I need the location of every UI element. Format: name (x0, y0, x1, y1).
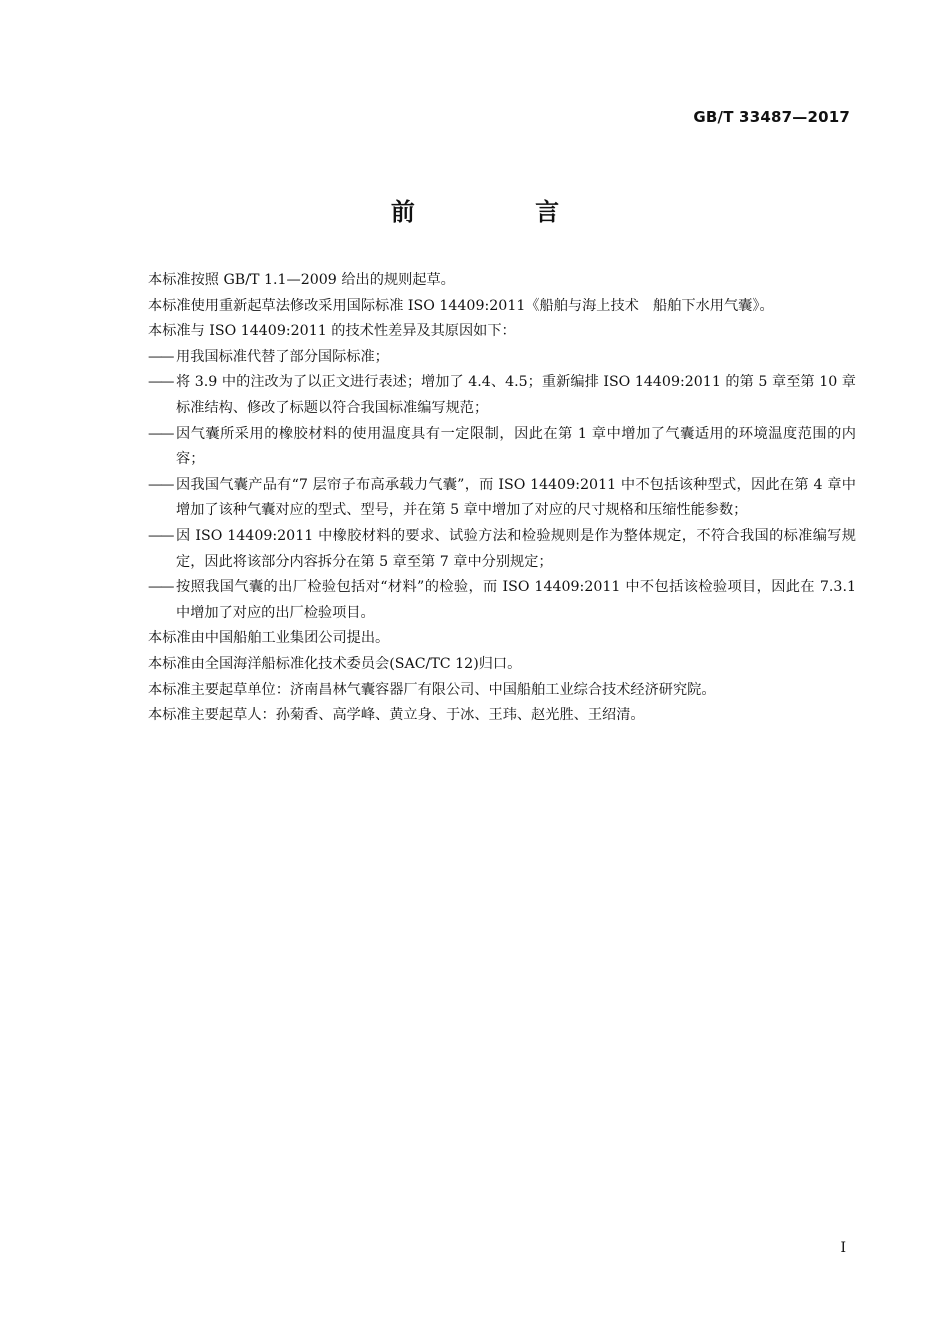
dash-marker: —— (148, 374, 173, 391)
list-item-text: 因气囊所采用的橡胶材料的使用温度具有一定限制，因此在第 1 章中增加了气囊适用的环境温度范围的内容； (176, 425, 856, 468)
list-item-text: 按照我国气囊的出厂检验包括对“材料”的检验，而 ISO 14409:2011 中不包括该检验项目，因此在 7.3.1 中增加了对应的出厂检验项目。 (176, 579, 856, 621)
dash-marker: —— (148, 425, 173, 442)
list-item (148, 473, 856, 524)
standard-number: GB/T 33487—2017 (693, 108, 850, 126)
list-item (148, 345, 856, 371)
paragraph: 本标准与 ISO 14409:2011 的技术性差异及其原因如下： (148, 323, 516, 340)
list-item-text: 将 3.9 中的注改为了以正文进行表述；增加了 4.4、4.5；重新编排 ISO 14409:2011 的第 5 章至第 10 章标准结构、修改了标题以符合我国标准编写规范； (176, 374, 856, 416)
page-number: I (840, 1240, 846, 1256)
page-title: 前 言 (390, 198, 616, 226)
paragraph: 本标准按照 GB/T 1.1—2009 给出的规则起草。 (148, 272, 455, 288)
list-item (148, 524, 856, 575)
list-item (148, 575, 856, 626)
dash-marker: —— (148, 348, 173, 365)
list-item-text: 因我国气囊产品有“7 层帘子布高承载力气囊”，而 ISO 14409:2011 中不包括该种型式，因此在第 4 章中增加了该种气囊对应的型式、型号，并在第 5 章中增加了对应的尺寸规格和压缩性能参数； (176, 476, 856, 519)
dash-marker: —— (148, 579, 173, 596)
list-item (148, 370, 856, 421)
list-item-text: 因 ISO 14409:2011 中橡胶材料的要求、试验方法和检验规则是作为整体规定，不符合我国的标准编写规定，因此将该部分内容拆分在第 5 章至第 7 章中分别规定； (176, 527, 856, 570)
paragraph: 本标准主要起草人：孙菊香、高学峰、黄立身、于冰、王玮、赵光胜、王绍清。 (148, 707, 645, 724)
paragraph: 本标准主要起草单位：济南昌林气囊容器厂有限公司、中国船舶工业综合技术经济研究院。 (148, 681, 716, 698)
dash-marker: —— (148, 476, 173, 493)
list-item (148, 422, 856, 473)
dash-marker: —— (148, 527, 173, 544)
paragraph: 本标准由全国海洋船标准化技术委员会(SAC/TC 12)归口。 (148, 655, 522, 672)
paragraph: 本标准使用重新起草法修改采用国际标准 ISO 14409:2011《船舶与海上技术 船舶下水用气囊》。 (148, 297, 774, 314)
list-item-text: 用我国标准代替了部分国际标准； (176, 348, 389, 365)
foreword-body (148, 268, 856, 729)
paragraph: 本标准由中国船舶工业集团公司提出。 (148, 630, 390, 647)
